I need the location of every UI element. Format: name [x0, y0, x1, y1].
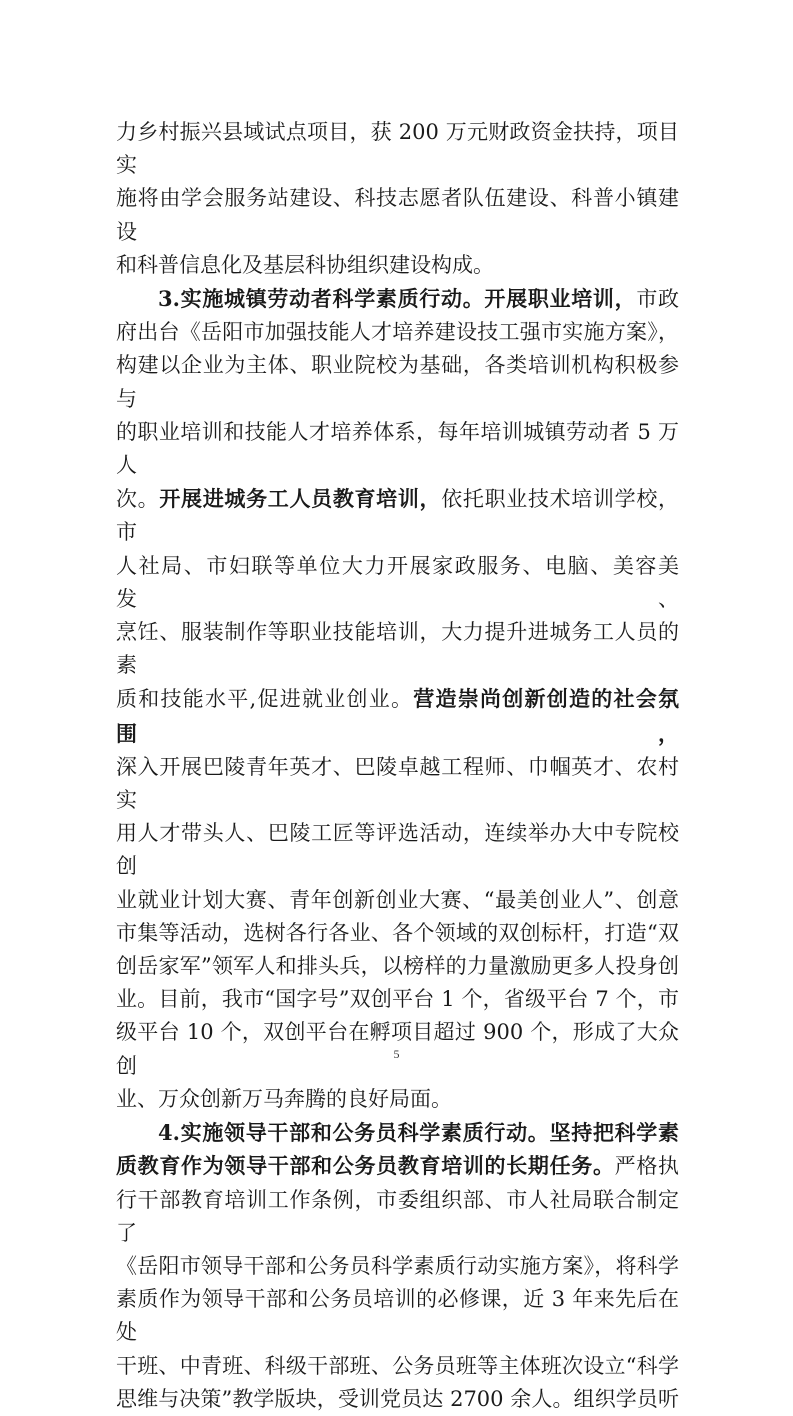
- text-line: [116, 682, 679, 750]
- text-line: 和科普信息化及基层科协组织建设构成。: [116, 252, 494, 277]
- text-line: 干班、中青班、科级干部班、公务员班等主体班次设立“科学: [116, 1353, 679, 1378]
- text-line: 构建以企业为主体、职业院校为基础，各类培训机构积极参与: [116, 353, 679, 411]
- text-run: 市政: [636, 287, 680, 312]
- section-heading: 4.实施领导干部和公务员科学素质行动。坚持把科学素: [158, 1120, 679, 1146]
- text-line: 人社局、市妇联等单位大力开展家政服务、电脑、美容美发、: [116, 553, 679, 611]
- text-line: 的职业培训和技能人才培养体系，每年培训城镇劳动者 5 万人: [116, 419, 679, 478]
- text-line: 业。目前，我市“国字号”双创平台 1 个，省级平台 7 个，市: [116, 987, 679, 1012]
- text-line: 思维与决策”教学版块，受训党员达 2700 余人。组织学员听: [116, 1386, 679, 1411]
- text-line: 《岳阳市领导干部和公务员科学素质行动实施方案》，将科学: [116, 1253, 679, 1278]
- text-line: 级平台 10 个，双创平台在孵项目超过 900 个，形成了大众创: [116, 1020, 679, 1078]
- text-line: 力乡村振兴县域试点项目，获 200 万元财政资金扶持，项目实: [116, 120, 679, 178]
- paragraph-2: [116, 282, 679, 1116]
- text-line: 创岳家军”领军人和排头兵，以榜样的力量激励更多人投身创: [116, 954, 679, 979]
- subheading: 营造崇尚创新创造的社会氛围，: [116, 686, 679, 746]
- page-number: 5: [393, 1047, 400, 1061]
- text-run: 次。: [116, 487, 160, 512]
- section-heading: 3.实施城镇劳动者科学素质行动。: [158, 286, 485, 312]
- paragraph-3: [116, 1116, 679, 1416]
- text-line: 深入开展巴陵青年英才、巴陵卓越工程师、巾帼英才、农村实: [116, 754, 679, 813]
- text-line: [116, 482, 679, 549]
- subheading: 质教育作为领导干部和公务员教育培训的长期任务。: [116, 1153, 615, 1179]
- text-line: [116, 1149, 679, 1183]
- paragraph-1: [116, 116, 679, 282]
- text-line: 烹饪、服装制作等职业技能培训，大力提升进城务工人员的素: [116, 620, 679, 678]
- text-line: 素质作为领导干部和公务员培训的必修课，近 3 年来先后在处: [116, 1287, 679, 1345]
- text-run: 严格执: [614, 1154, 680, 1179]
- body-text: [116, 116, 679, 1416]
- text-line: 府出台《岳阳市加强技能人才培养建设技工强市实施方案》，: [116, 320, 679, 345]
- text-run: 质和技能水平,促进就业创业。: [116, 687, 414, 712]
- subheading: 开展进城务工人员教育培训，: [159, 486, 442, 512]
- text-run: 依托职业技术培训学校，市: [116, 487, 680, 545]
- text-line: 施将由学会服务站建设、科技志愿者队伍建设、科普小镇建设: [116, 186, 679, 244]
- text-line: 业就业计划大赛、青年创新创业大赛、“最美创业人”、创意: [116, 887, 679, 912]
- text-line: 业、万众创新万马奔腾的良好局面。: [116, 1086, 452, 1111]
- text-line: 用人才带头人、巴陵工匠等评选活动，连续举办大中专院校创: [116, 821, 679, 879]
- text-line: 市集等活动，选树各行各业、各个领域的双创标杆，打造“双: [116, 920, 679, 945]
- subheading: 开展职业培训，: [484, 286, 637, 312]
- text-line: 行干部教育培训工作条例，市委组织部、市人社局联合制定了: [116, 1187, 679, 1245]
- text-line: [116, 282, 679, 316]
